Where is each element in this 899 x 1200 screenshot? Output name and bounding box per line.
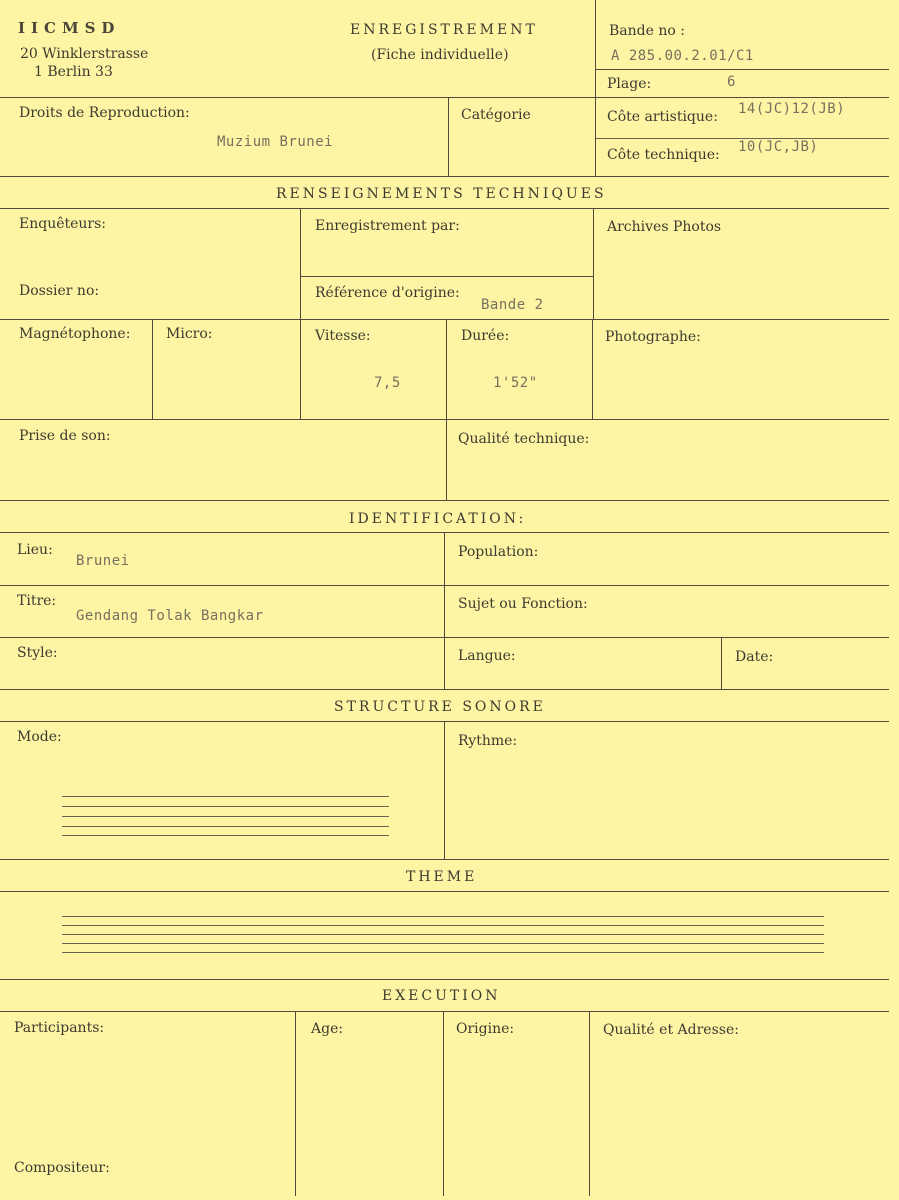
mode-line-3 — [62, 816, 389, 817]
rule-v-qualite-adresse — [589, 1011, 590, 1196]
rule-execution-title — [0, 1011, 889, 1012]
duree-value: 1'52" — [493, 375, 538, 391]
titre-label: Titre: — [17, 593, 57, 609]
cote-technique-label: Côte technique: — [607, 147, 720, 163]
reference-value: Bande 2 — [481, 297, 544, 313]
bande-value: A 285.00.2.01/C1 — [611, 48, 754, 64]
archives-photos-label: Archives Photos — [607, 219, 722, 235]
rule-enregistrement — [300, 276, 593, 277]
micro-label: Micro: — [166, 326, 213, 342]
form-subtitle: (Fiche individuelle) — [371, 47, 509, 63]
magnetophone-label: Magnétophone: — [19, 326, 131, 342]
plage-label: Plage: — [607, 76, 652, 92]
compositeur-label: Compositeur: — [14, 1160, 110, 1176]
plage-value: 6 — [727, 74, 736, 90]
theme-line-2 — [62, 925, 824, 926]
vitesse-label: Vitesse: — [315, 328, 371, 344]
rule-v-duree — [446, 319, 447, 419]
mode-line-4 — [62, 826, 389, 827]
qualite-adresse-label: Qualité et Adresse: — [603, 1022, 739, 1038]
address-line-2: 1 Berlin 33 — [34, 64, 113, 80]
vitesse-value: 7,5 — [374, 375, 401, 391]
titre-value: Gendang Tolak Bangkar — [76, 608, 264, 624]
participants-label: Participants: — [14, 1020, 105, 1036]
rule-prise-bottom — [0, 500, 889, 501]
section-title-structure: STRUCTURE SONORE — [334, 699, 546, 715]
rule-v-photographe — [592, 319, 593, 419]
rule-v-rythme — [444, 721, 445, 859]
rule-v-micro — [152, 319, 153, 419]
rule-header-bottom — [0, 97, 889, 98]
mode-label: Mode: — [17, 729, 62, 745]
rule-v-date — [721, 637, 722, 689]
theme-line-3 — [62, 934, 824, 935]
rule-theme-bottom — [0, 979, 889, 980]
rule-dossier-bottom — [0, 319, 889, 320]
style-label: Style: — [17, 645, 58, 661]
rule-v-vitesse — [300, 319, 301, 419]
rule-v-origine — [443, 1011, 444, 1196]
age-label: Age: — [311, 1021, 344, 1037]
droits-value: Muzium Brunei — [217, 134, 334, 150]
theme-line-1 — [62, 916, 824, 917]
rule-rights-bottom — [0, 176, 889, 177]
section-title-technical: RENSEIGNEMENTS TECHNIQUES — [276, 186, 607, 202]
qualite-technique-label: Qualité technique: — [458, 431, 590, 447]
dossier-label: Dossier no: — [19, 283, 100, 299]
rule-v-ident — [444, 532, 445, 689]
photographe-label: Photographe: — [605, 329, 701, 345]
rule-v-categorie — [448, 97, 449, 176]
section-title-execution: EXECUTION — [382, 988, 501, 1004]
reference-label: Référence d'origine: — [315, 285, 460, 301]
mode-line-5 — [62, 835, 389, 836]
rule-v-archives — [593, 208, 594, 319]
form-title: ENREGISTREMENT — [350, 22, 538, 38]
cote-artistique-value: 14(JC)12(JB) — [738, 101, 846, 117]
categorie-label: Catégorie — [461, 107, 531, 123]
cote-artistique-label: Côte artistique: — [607, 109, 718, 125]
langue-label: Langue: — [458, 648, 516, 664]
population-label: Population: — [458, 544, 539, 560]
mode-line-2 — [62, 806, 389, 807]
rule-mode-bottom — [0, 859, 889, 860]
droits-label: Droits de Reproduction: — [19, 105, 190, 121]
origine-label: Origine: — [456, 1021, 515, 1037]
address-line-1: 20 Winklerstrasse — [20, 46, 149, 62]
lieu-value: Brunei — [76, 553, 130, 569]
institute-logo: IICMSD — [18, 19, 121, 37]
rule-v-qualite — [446, 419, 447, 500]
rule-style-bottom — [0, 689, 889, 690]
enqueteurs-label: Enquêteurs: — [19, 216, 107, 232]
date-label: Date: — [735, 649, 774, 665]
enregistrement-par-label: Enregistrement par: — [315, 218, 460, 234]
rule-plage — [595, 69, 889, 70]
mode-line-1 — [62, 796, 389, 797]
rule-v-age — [295, 1011, 296, 1196]
rule-tech-title — [0, 208, 889, 209]
rule-v-header — [595, 0, 596, 176]
rythme-label: Rythme: — [458, 733, 518, 749]
rule-magneto-bottom — [0, 419, 889, 420]
cote-technique-value: 10(JC,JB) — [738, 139, 819, 155]
rule-theme-title — [0, 891, 889, 892]
theme-line-5 — [62, 952, 824, 953]
rule-v-enregistrement — [300, 208, 301, 319]
bande-label: Bande no : — [609, 23, 685, 39]
section-title-theme: THEME — [406, 869, 478, 885]
prise-de-son-label: Prise de son: — [19, 428, 111, 444]
section-title-identification: IDENTIFICATION: — [349, 511, 527, 527]
sujet-label: Sujet ou Fonction: — [458, 596, 588, 612]
lieu-label: Lieu: — [17, 542, 53, 558]
duree-label: Durée: — [461, 328, 510, 344]
theme-line-4 — [62, 943, 824, 944]
